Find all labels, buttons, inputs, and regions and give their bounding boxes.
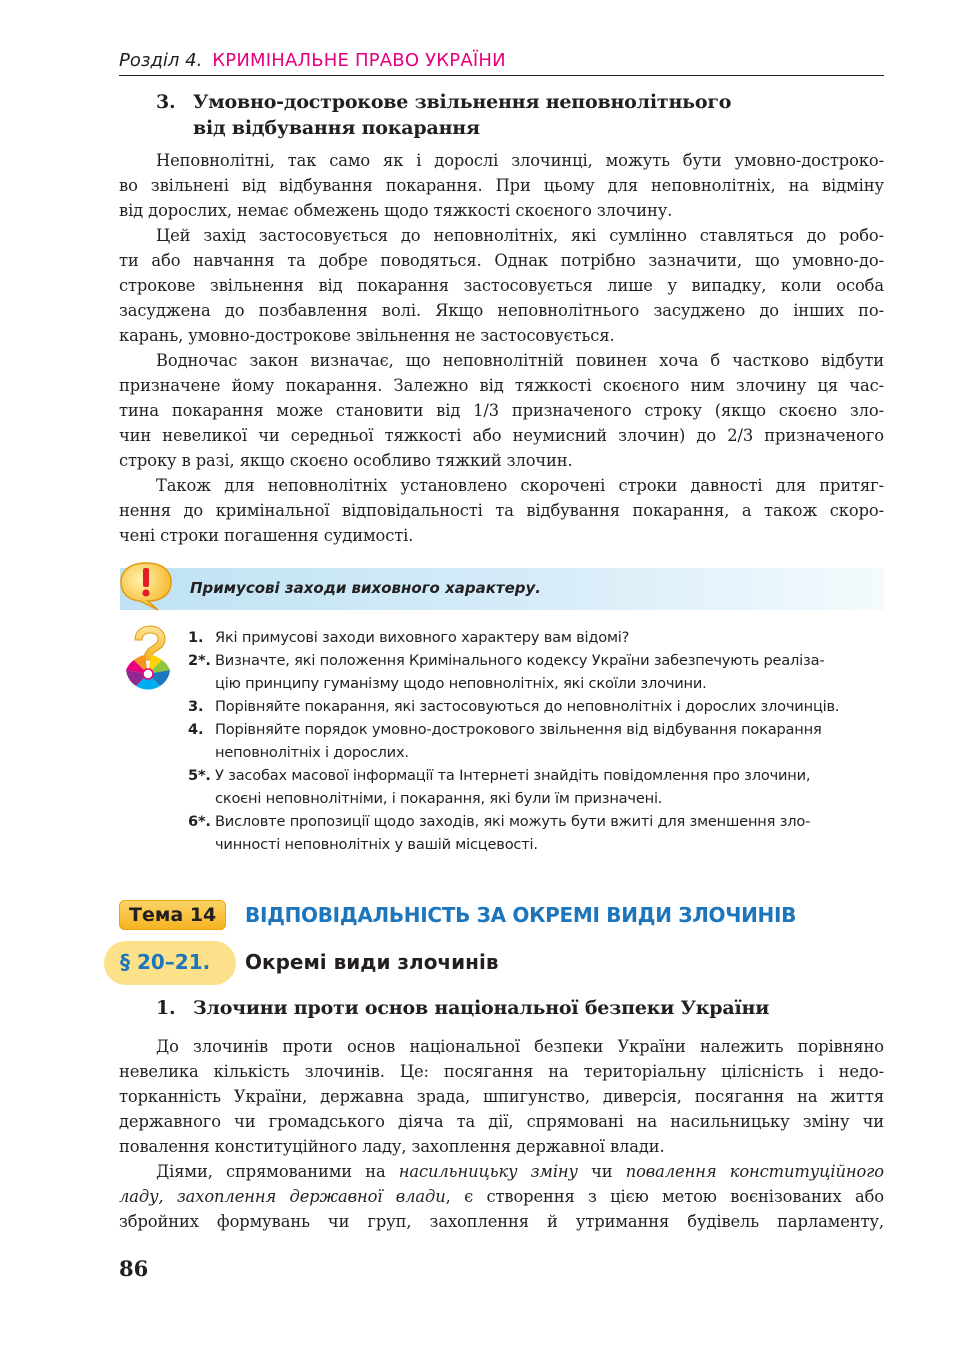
question-item xyxy=(188,718,888,764)
text-line: чин невеликої чи середньої тяжкості або неумисний злочин) до 2/3 призначеного xyxy=(119,426,884,445)
text-line: збройних формувань чи груп, захоплення й утримання будівель парламенту, xyxy=(119,1212,884,1231)
header-section-label: Розділ 4. xyxy=(119,50,203,71)
text-line: Неповнолітні, так само як і дорослі злочинці, можуть бути умовно-достроко- xyxy=(156,151,884,170)
question-mark-color-wheel-icon xyxy=(121,624,177,690)
text-line: призначене йому покарання. Залежно від тяжкості скоєного ним злочину ця час- xyxy=(119,376,884,395)
text-run: Діями, спрямованими на xyxy=(156,1162,399,1181)
question-item xyxy=(188,810,888,856)
text-line: повалення конституційного ладу, захоплення державної влади. xyxy=(119,1137,665,1156)
question-item xyxy=(188,695,888,718)
question-number: 3. xyxy=(188,698,204,715)
body-paragraph xyxy=(119,1159,884,1234)
section-number: 1. xyxy=(156,997,176,1019)
text-line: строкове звільнення від покарання застосовується лише у випадку, коли особа xyxy=(119,276,884,295)
section-3-heading xyxy=(156,90,856,142)
text-line: Також для неповнолітніх установлено скорочені строки давності для притяг- xyxy=(156,476,884,495)
question-item xyxy=(188,649,888,695)
header-chapter-title: КРИМІНАЛЬНЕ ПРАВО УКРАЇНИ xyxy=(212,50,506,71)
text-line: нення до кримінальної відповідальності та відбування покарання, а також скоро- xyxy=(119,501,884,520)
section-title-line: Умовно-дострокове звільнення неповнолітнього xyxy=(193,91,732,113)
question-text: Які примусові заходи виховного характеру вам відомі? xyxy=(215,629,630,646)
text-line: строку в разі, якщо скоєно особливо тяжкий злочин. xyxy=(119,451,573,470)
section-title-line: від відбування покарання xyxy=(193,117,480,139)
text-line: во звільнені від відбування покарання. При цьому для неповнолітніх, на відміну xyxy=(119,176,884,195)
callout-text: Примусові заходи виховного характеру. xyxy=(190,579,541,597)
body-paragraph xyxy=(119,473,884,548)
text-line: від дорослих, немає обмежень щодо тяжкості скоєного злочину. xyxy=(119,201,673,220)
question-item xyxy=(188,626,888,649)
questions-list xyxy=(188,626,888,856)
body-paragraph xyxy=(119,223,884,348)
paragraph-title: Окремі види злочинів xyxy=(245,950,499,974)
text-line: карань, умовно-дострокове звільнення не застосовується. xyxy=(119,326,615,345)
text-line: тина покарання може становити від 1/3 призначеного строку (якщо скоєно зло- xyxy=(119,401,884,420)
section-title-line: Злочини проти основ національної безпеки України xyxy=(193,997,770,1019)
question-text: Порівняйте покарання, які застосовуються до неповнолітніх і дорослих злочинців. xyxy=(215,698,840,715)
paragraph-number: § 20–21. xyxy=(120,950,211,974)
text-line xyxy=(119,1159,884,1184)
question-number: 5*. xyxy=(188,767,211,784)
text-line: чені строки погашення судимості. xyxy=(119,526,414,545)
question-number: 6*. xyxy=(188,813,211,830)
text-run: чи xyxy=(577,1162,626,1181)
text-line: Цей захід застосовується до неповнолітніх, які сумлінно ставляться до робо- xyxy=(156,226,884,245)
question-number: 2*. xyxy=(188,652,211,669)
text-line: ти або навчання та добре поводяться. Однак потрібно зазначити, що умовно-до- xyxy=(119,251,884,270)
text-line: Водночас закон визначає, що неповнолітній повинен хоча б частково відбути xyxy=(156,351,884,370)
topic-badge: Тема 14 xyxy=(119,900,226,930)
topic-title: ВІДПОВІДАЛЬНІСТЬ ЗА ОКРЕМІ ВИДИ ЗЛОЧИНІВ xyxy=(245,903,797,927)
running-header xyxy=(119,49,884,76)
exclamation-speech-bubble-icon xyxy=(118,560,174,612)
question-text: У засобах масової інформації та Інтернеті знайдіть повідомлення про злочини, xyxy=(215,767,811,784)
text-line: невелика кількість злочинів. Це: посягання на територіальну цілісність і недо- xyxy=(119,1062,884,1081)
question-item xyxy=(188,764,888,810)
question-text: скоєні неповнолітніми, і покарання, які були їм призначені. xyxy=(215,790,663,807)
text-line: державного чи громадського діяча та дії, спрямовані на насильницьку зміну чи xyxy=(119,1112,884,1131)
question-number: 4. xyxy=(188,721,204,738)
text-line: торканність України, державна зрада, шпигунство, диверсія, посягання на життя xyxy=(119,1087,884,1106)
text-run: , є створення з цією метою воєнізованих або xyxy=(445,1187,884,1206)
section-1-heading xyxy=(156,996,876,1022)
question-text: Висловте пропозиції щодо заходів, які можуть бути вжиті для зменшення зло- xyxy=(215,813,811,830)
body-paragraph xyxy=(119,348,884,473)
text-line: До злочинів проти основ національної безпеки України належить порівняно xyxy=(156,1037,884,1056)
emphasis-text: ладу, захоплення державної влади xyxy=(119,1187,446,1206)
body-paragraph xyxy=(119,148,884,223)
question-text: цію принципу гуманізму щодо неповнолітніх, які скоїли злочини. xyxy=(215,675,707,692)
body-paragraph xyxy=(119,1034,884,1159)
page-number: 86 xyxy=(119,1256,149,1281)
text-line xyxy=(119,1184,884,1209)
question-text: Порівняйте порядок умовно-дострокового звільнення від відбування покарання xyxy=(215,721,822,738)
question-number: 1. xyxy=(188,629,204,646)
question-text: чинності неповнолітніх у вашій місцевості. xyxy=(215,836,538,853)
section-number: 3. xyxy=(156,91,176,113)
emphasis-text: повалення конституційного xyxy=(625,1162,884,1181)
text-line: засуджена до позбавлення волі. Якщо неповнолітнього засуджено до інших по- xyxy=(119,301,884,320)
question-text: неповнолітніх і дорослих. xyxy=(215,744,409,761)
question-text: Визначте, які положення Кримінального кодексу України забезпечують реаліза- xyxy=(215,652,825,669)
emphasis-text: насильницьку зміну xyxy=(398,1162,578,1181)
